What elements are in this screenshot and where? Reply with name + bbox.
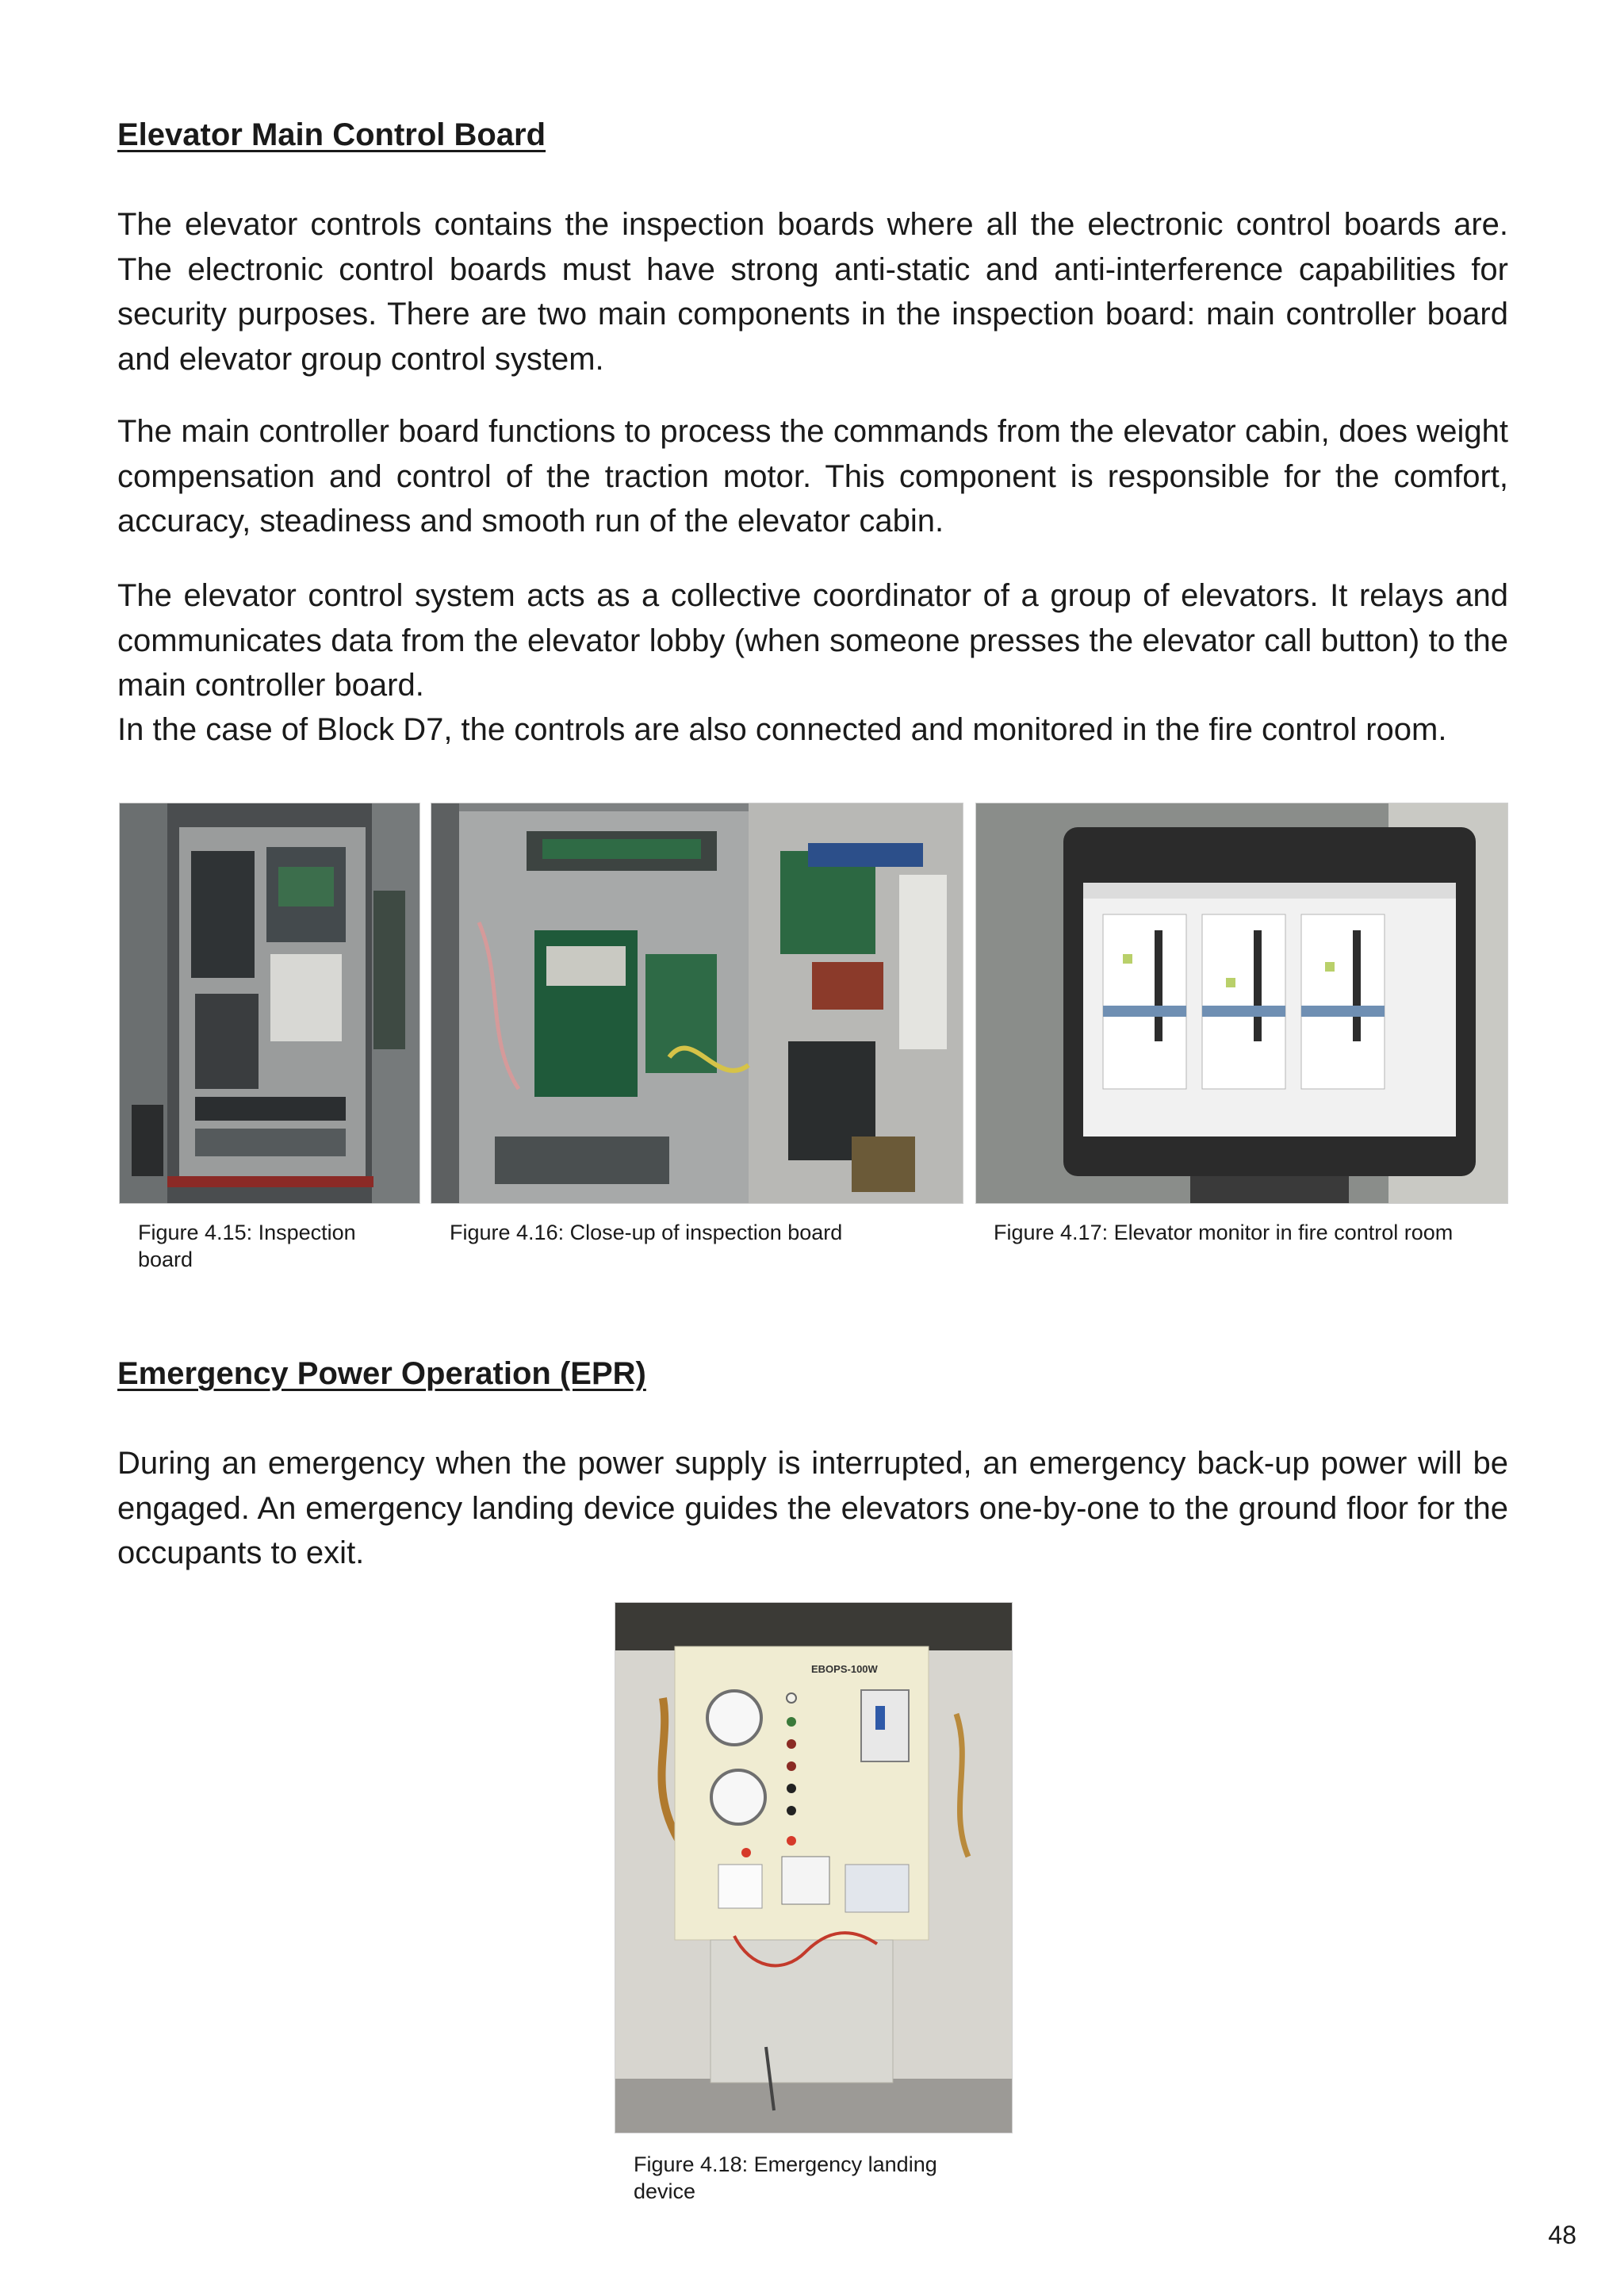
section-heading-emergency-power: Emergency Power Operation (EPR) <box>117 1356 646 1391</box>
paragraph-emergency-power: During an emergency when the power supply is interrupted, an emergency back-up power will be engaged. An emergency landing device guides the elevators one-by-one to the ground floor for the occupants to exit. <box>117 1446 1508 1570</box>
caption-figure-4-15: Figure 4.15: Inspection board <box>138 1221 356 1271</box>
paragraph-control-system: The elevator control system acts as a collective coordinator of a group of elevators. It relays and communicates data from the elevator lobby (when someone presses the elevator call button) to the main controller board. <box>117 578 1508 703</box>
caption-figure-4-16: Figure 4.16: Close-up of inspection board <box>450 1221 843 1244</box>
device-model-label: EBOPS-100W <box>811 1663 878 1675</box>
figure-emergency-landing-device-photo <box>615 1602 1013 2133</box>
caption-figure-4-18: Figure 4.18: Emergency landing device <box>634 2152 937 2203</box>
figure-inspection-board-photo <box>119 803 420 1204</box>
paragraph-inspection-boards: The elevator controls contains the inspection boards where all the electronic control boards are. The electronic control boards must have strong anti-static and anti-interference capabilities for security purposes. There are two main components in the inspection board: main controller board and elevator group control system. <box>117 207 1508 377</box>
section-heading-main-control-board: Elevator Main Control Board <box>117 117 546 152</box>
caption-figure-4-17: Figure 4.17: Elevator monitor in fire control room <box>994 1221 1454 1244</box>
paragraph-main-controller: The main controller board functions to process the commands from the elevator cabin, does weight compensation and control of the traction motor. This component is responsible for the comfort, accuracy, steadiness and smooth run of the elevator cabin. <box>117 414 1508 539</box>
page-number: 48 <box>1548 2221 1576 2249</box>
figure-elevator-monitor-photo <box>975 803 1508 1204</box>
figure-closeup-board-photo <box>431 803 963 1204</box>
paragraph-block-d7: In the case of Block D7, the controls are also connected and monitored in the fire control room. <box>117 712 1447 747</box>
